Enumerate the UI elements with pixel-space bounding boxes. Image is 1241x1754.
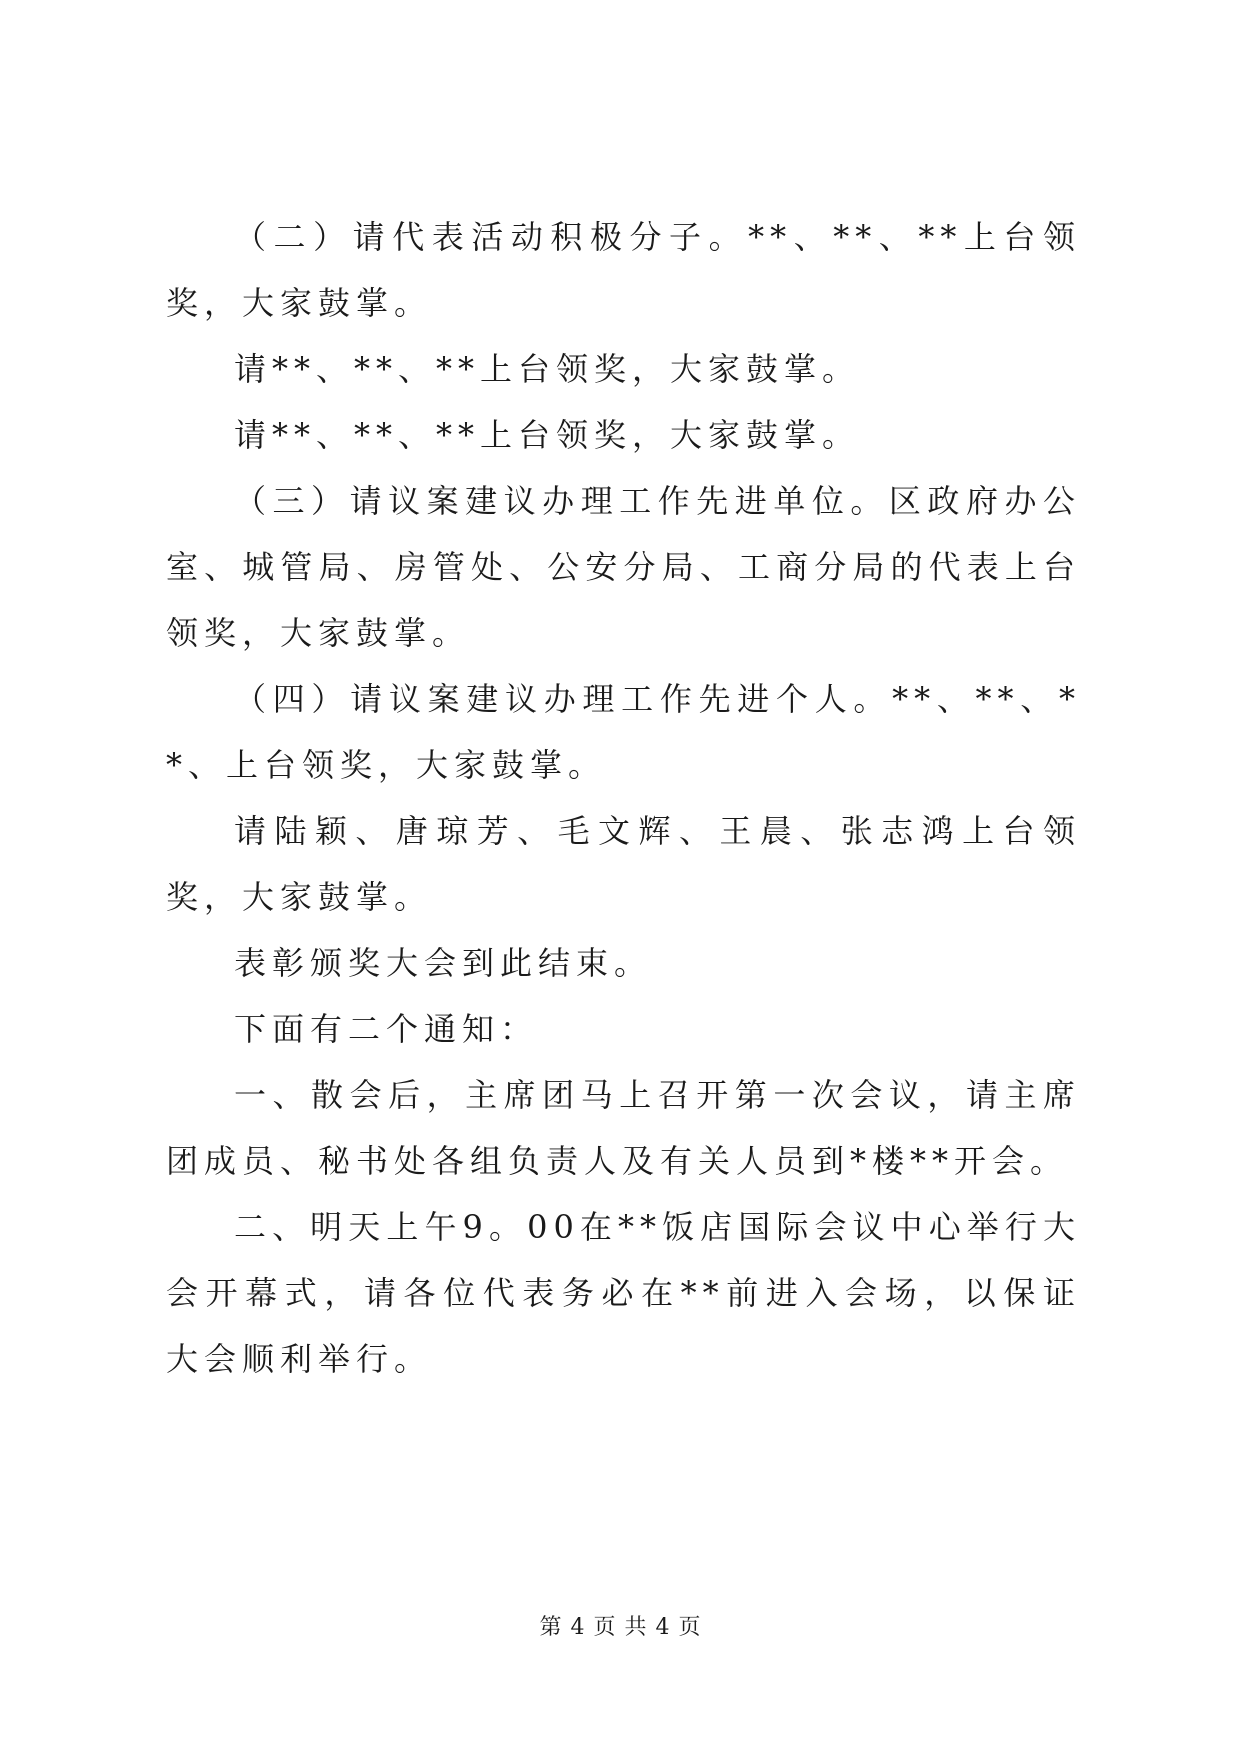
paragraph-notices-intro: 下面有二个通知： — [234, 1010, 539, 1048]
paragraph-call-awardees-2: 请**、**、**上台领奖，大家鼓掌。 — [234, 416, 861, 454]
paragraph-awardees-activists: （二）请代表活动积极分子。**、**、**上台领奖，大家鼓掌。 — [166, 218, 1081, 322]
paragraph-advanced-units: （三）请议案建议办理工作先进单位。区政府办公室、城管局、房管处、公安分局、工商分局的代表上台领奖，大家鼓掌。 — [166, 482, 1081, 652]
document-body — [166, 204, 1081, 1392]
paragraph-call-awardees-1: 请**、**、**上台领奖，大家鼓掌。 — [234, 350, 861, 388]
paragraph-advanced-individuals: （四）请议案建议办理工作先进个人。**、**、**、上台领奖，大家鼓掌。 — [166, 680, 1081, 784]
paragraph-notice-one: 一、散会后，主席团马上召开第一次会议，请主席团成员、秘书处各组负责人及有关人员到*楼**开会。 — [166, 1076, 1081, 1180]
paragraph-ceremony-end: 表彰颁奖大会到此结束。 — [234, 944, 653, 982]
page-footer: 第 4 页 共 4 页 — [539, 1615, 702, 1640]
paragraph-notice-two: 二、明天上午9。00在**饭店国际会议中心举行大会开幕式，请各位代表务必在**前进入会场，以保证大会顺利举行。 — [166, 1208, 1081, 1378]
paragraph-named-awardees: 请陆颖、唐琼芳、毛文辉、王晨、张志鸿上台领奖，大家鼓掌。 — [166, 812, 1081, 916]
